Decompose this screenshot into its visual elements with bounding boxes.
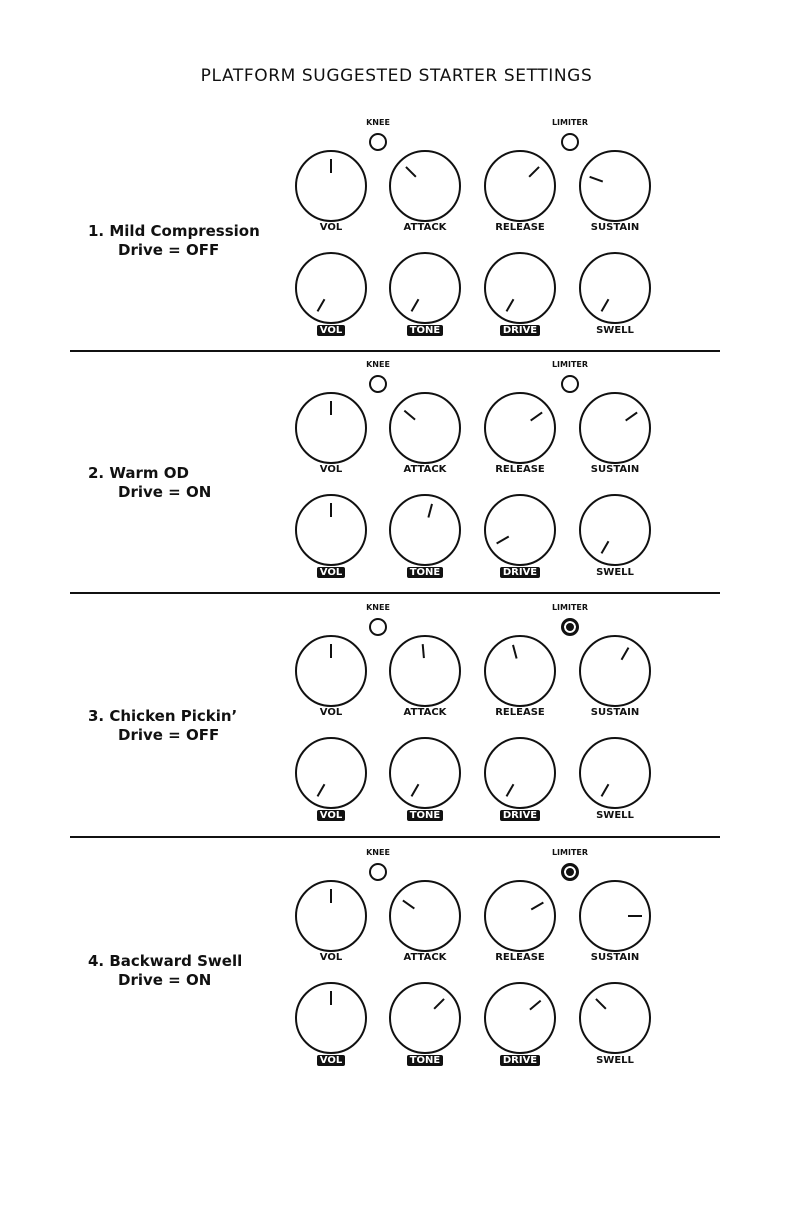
knob-label-text: ATTACK: [403, 707, 447, 718]
knob-vol[interactable]: [295, 737, 367, 809]
knob-pointer: [330, 991, 332, 1005]
knob-drive[interactable]: [484, 252, 556, 324]
knee-led-indicator: [369, 863, 387, 881]
knob-label-text: TONE: [407, 567, 444, 578]
knob-label: [286, 325, 376, 336]
knob-label: [475, 464, 565, 475]
knee-led-indicator: [369, 375, 387, 393]
knob-label-text: RELEASE: [495, 707, 545, 718]
knob-pointer: [529, 1000, 541, 1011]
knob-label-text: SWELL: [596, 325, 634, 336]
knob-vol[interactable]: [295, 150, 367, 222]
knob-label: [570, 707, 660, 718]
knob-attack[interactable]: [389, 635, 461, 707]
knob-label-text: SWELL: [596, 1055, 634, 1066]
knob-label: [570, 952, 660, 963]
knob-swell[interactable]: [579, 494, 651, 566]
limiter-led-indicator: [561, 618, 579, 636]
knob-pointer: [427, 504, 433, 518]
knob-label-text: DRIVE: [500, 810, 540, 821]
knob-label: [286, 464, 376, 475]
knob-label: [570, 567, 660, 578]
knob-label-text: RELEASE: [495, 952, 545, 963]
knob-pointer: [621, 647, 630, 660]
knob-pointer: [531, 902, 544, 911]
limiter-label: LIMITER: [551, 360, 589, 369]
knob-pointer: [625, 412, 638, 422]
knob-pointer: [506, 784, 515, 797]
knob-label-text: RELEASE: [495, 222, 545, 233]
section-divider: [70, 836, 720, 838]
knob-attack[interactable]: [389, 150, 461, 222]
knob-vol[interactable]: [295, 982, 367, 1054]
knob-label: [380, 222, 470, 233]
knob-drive[interactable]: [484, 494, 556, 566]
knob-label-text: DRIVE: [500, 567, 540, 578]
knob-pointer: [601, 784, 610, 797]
knob-label: [570, 325, 660, 336]
preset-drive-state: Drive = ON: [118, 483, 212, 501]
limiter-label: LIMITER: [551, 848, 589, 857]
preset-name: 4. Backward Swell: [88, 952, 243, 970]
knob-label: [380, 325, 470, 336]
page-title: PLATFORM SUGGESTED STARTER SETTINGS: [200, 66, 593, 86]
knob-label-text: VOL: [319, 952, 343, 963]
knob-pointer: [528, 166, 539, 177]
knob-tone[interactable]: [389, 494, 461, 566]
knob-label-text: DRIVE: [500, 325, 540, 336]
knob-pointer: [496, 536, 509, 545]
knob-sustain[interactable]: [579, 635, 651, 707]
knee-label: KNEE: [366, 848, 390, 857]
knob-drive[interactable]: [484, 982, 556, 1054]
knob-label: [286, 810, 376, 821]
knob-label-text: VOL: [317, 325, 345, 336]
knob-label-text: VOL: [317, 810, 345, 821]
knob-pointer: [422, 644, 425, 658]
knob-pointer: [330, 889, 332, 903]
knob-label: [475, 952, 565, 963]
knob-label-text: TONE: [407, 325, 444, 336]
knob-vol[interactable]: [295, 494, 367, 566]
knob-label-text: SWELL: [596, 567, 634, 578]
knob-label-text: SUSTAIN: [590, 464, 640, 475]
knob-label: [380, 567, 470, 578]
knee-led-indicator: [369, 618, 387, 636]
knob-release[interactable]: [484, 635, 556, 707]
knob-label-text: SWELL: [596, 810, 634, 821]
knob-label-text: DRIVE: [500, 1055, 540, 1066]
knob-attack[interactable]: [389, 880, 461, 952]
preset-drive-state: Drive = OFF: [118, 726, 220, 744]
knob-label-text: VOL: [319, 707, 343, 718]
preset-section: [70, 110, 720, 352]
preset-name: 3. Chicken Pickin’: [88, 707, 238, 725]
knob-attack[interactable]: [389, 392, 461, 464]
knob-label: [286, 1055, 376, 1066]
knob-label: [570, 810, 660, 821]
knee-led-indicator: [369, 133, 387, 151]
knob-swell[interactable]: [579, 737, 651, 809]
knob-label: [475, 810, 565, 821]
knob-label: [380, 464, 470, 475]
knob-pointer: [405, 166, 416, 177]
knob-pointer: [317, 784, 326, 797]
knob-vol[interactable]: [295, 880, 367, 952]
knob-label: [475, 222, 565, 233]
knob-pointer: [506, 299, 515, 312]
preset-name: 1. Mild Compression: [88, 222, 260, 240]
knob-pointer: [411, 299, 420, 312]
knob-label: [475, 325, 565, 336]
knob-pointer: [530, 412, 543, 422]
knob-sustain[interactable]: [579, 150, 651, 222]
knob-label: [570, 222, 660, 233]
knob-label-text: SUSTAIN: [590, 952, 640, 963]
knob-label-text: ATTACK: [403, 952, 447, 963]
knee-label: KNEE: [366, 603, 390, 612]
knob-label: [286, 222, 376, 233]
knob-label-text: VOL: [317, 1055, 345, 1066]
knob-label-text: SUSTAIN: [590, 707, 640, 718]
knob-pointer: [330, 644, 332, 658]
knob-release[interactable]: [484, 392, 556, 464]
knob-label: [475, 707, 565, 718]
preset-name: 2. Warm OD: [88, 464, 189, 482]
knob-swell[interactable]: [579, 982, 651, 1054]
knob-label-text: VOL: [319, 222, 343, 233]
knob-label-text: SUSTAIN: [590, 222, 640, 233]
limiter-led-indicator: [561, 863, 579, 881]
knob-vol[interactable]: [295, 252, 367, 324]
preset-section: [70, 352, 720, 594]
knob-pointer: [512, 645, 518, 659]
limiter-label: LIMITER: [551, 603, 589, 612]
knob-label: [380, 1055, 470, 1066]
knob-label: [380, 952, 470, 963]
knob-sustain[interactable]: [579, 880, 651, 952]
knob-label: [286, 567, 376, 578]
knob-label: [286, 707, 376, 718]
knob-label: [570, 1055, 660, 1066]
knob-release[interactable]: [484, 150, 556, 222]
knob-label: [380, 707, 470, 718]
knob-label-text: TONE: [407, 1055, 444, 1066]
knob-label: [475, 1055, 565, 1066]
knob-pointer: [330, 401, 332, 415]
knob-vol[interactable]: [295, 392, 367, 464]
knee-label: KNEE: [366, 360, 390, 369]
knob-tone[interactable]: [389, 737, 461, 809]
knob-pointer: [317, 299, 326, 312]
knob-label-text: RELEASE: [495, 464, 545, 475]
knob-swell[interactable]: [579, 252, 651, 324]
knob-label-text: TONE: [407, 810, 444, 821]
knob-release[interactable]: [484, 880, 556, 952]
section-divider: [70, 592, 720, 594]
knob-pointer: [330, 159, 332, 173]
knob-pointer: [601, 541, 610, 554]
knob-label-text: ATTACK: [403, 464, 447, 475]
knob-pointer: [601, 299, 610, 312]
knob-drive[interactable]: [484, 737, 556, 809]
section-divider: [70, 350, 720, 352]
knob-vol[interactable]: [295, 635, 367, 707]
knob-pointer: [330, 503, 332, 517]
knob-label: [286, 952, 376, 963]
knob-label: [475, 567, 565, 578]
knob-sustain[interactable]: [579, 392, 651, 464]
knob-pointer: [595, 998, 606, 1009]
knob-pointer: [402, 900, 415, 910]
knob-pointer: [433, 998, 444, 1009]
preset-section: [70, 595, 720, 837]
knob-pointer: [411, 784, 420, 797]
preset-drive-state: Drive = ON: [118, 971, 212, 989]
knob-tone[interactable]: [389, 982, 461, 1054]
knee-label: KNEE: [366, 118, 390, 127]
limiter-label: LIMITER: [551, 118, 589, 127]
knob-pointer: [628, 915, 642, 917]
knob-label: [570, 464, 660, 475]
preset-section: [70, 840, 720, 1082]
knob-label-text: VOL: [317, 567, 345, 578]
knob-tone[interactable]: [389, 252, 461, 324]
knob-pointer: [404, 410, 416, 421]
preset-drive-state: Drive = OFF: [118, 241, 220, 259]
knob-pointer: [589, 176, 603, 183]
knob-label: [380, 810, 470, 821]
limiter-led-indicator: [561, 375, 579, 393]
limiter-led-indicator: [561, 133, 579, 151]
knob-label-text: VOL: [319, 464, 343, 475]
knob-label-text: ATTACK: [403, 222, 447, 233]
